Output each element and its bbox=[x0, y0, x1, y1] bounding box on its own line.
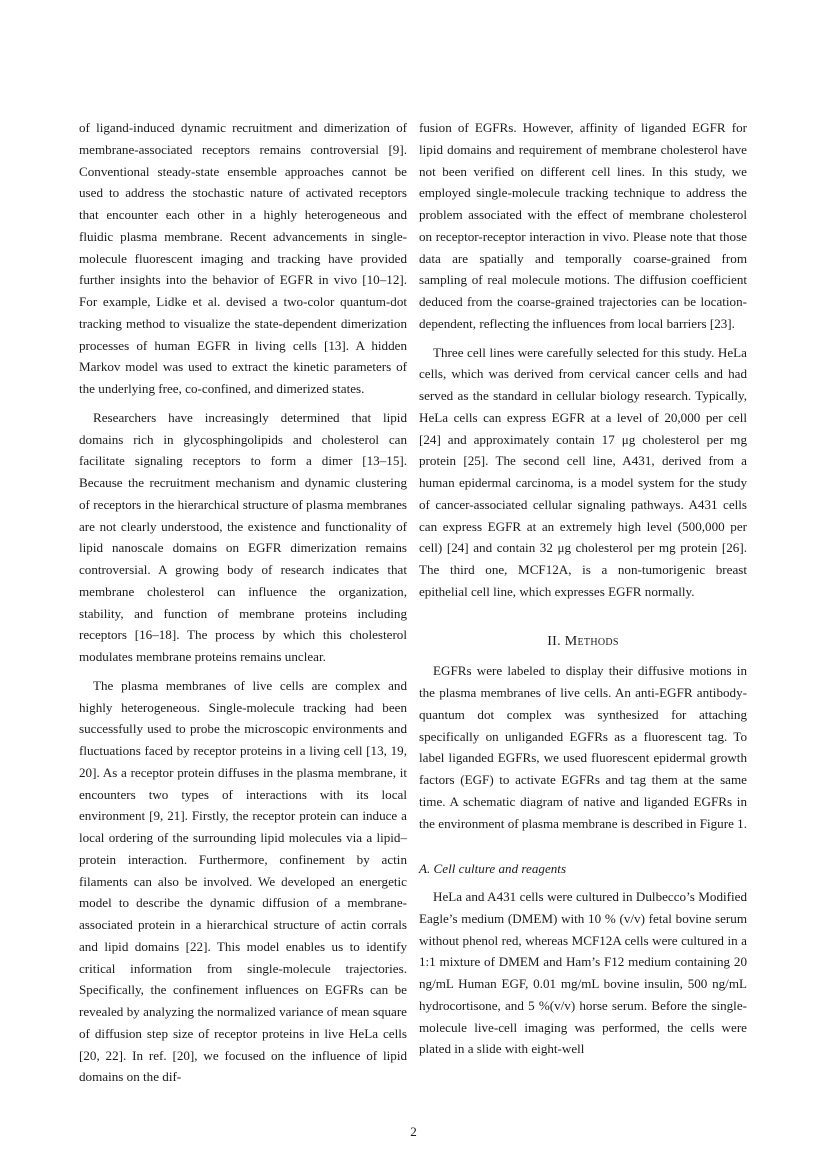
section-title: Methods bbox=[564, 633, 619, 649]
body-paragraph: Researchers have increasingly determined that lipid domains rich in glycosphingolipids and cholesterol can facilitate signaling receptors to form a dimer [13–15]. Because the recruitment mechanism and dynamic clustering of receptors in the hierarchical structure of plasma membranes are not clearly understood, the existence and functionality of lipid nanoscale domains on EGFR dimerization remains controversial. A growing body of research indicates that membrane cholesterol can influence the organization, stability, and function of membrane proteins including receptors [16–18]. The process by which this cholesterol modulates membrane proteins remains unclear. bbox=[79, 409, 407, 664]
left-column bbox=[79, 117, 407, 1088]
right-column bbox=[419, 117, 747, 1060]
body-paragraph: of ligand-induced dynamic recruitment and dimerization of membrane-associated receptors remains controversial [9]. Conventional steady-state ensemble approaches cannot be used to address the stochastic nature of activated receptors that encounter each other in a highly heterogeneous and fluidic plasma membrane. Recent advancements in single-molecule fluorescent imaging and tracking have provided further insights into the behavior of EGFR in vivo [10–12]. For example, Lidke et al. devised a two-color quantum-dot tracking method to visualize the state-dependent dimerization processes of human EGFR in living cells [13]. A hidden Markov model was used to extract the kinetic parameters of the underlying free, co-confined, and dimerized states. bbox=[79, 120, 407, 396]
subsection-heading: A. Cell culture and reagents bbox=[419, 861, 567, 877]
section-heading-methods bbox=[419, 631, 747, 653]
page-number: 2 bbox=[410, 1124, 417, 1139]
body-paragraph: EGFRs were labeled to display their diffusive motions in the plasma membranes of live cells. An anti-EGFR antibody-quantum dot complex was synthesized for attaching specifically on unliganded EGFRs as a fluorescent tag. To label liganded EGFRs, we used fluorescent epidermal growth factors (EGF) to activate EGFRs and tag them at the same time. A schematic diagram of native and liganded EGFRs in the environment of plasma membrane is described in Figure 1. bbox=[419, 663, 747, 831]
section-number: II. bbox=[547, 633, 561, 649]
body-paragraph: The plasma membranes of live cells are complex and highly heterogeneous. Single-molecule tracking had been successfully used to probe the microscopic environments and fluctuations faced by receptor proteins in a living cell [13, 19, 20]. As a receptor protein diffuses in the plasma membrane, it encounters two types of interactions with its local environment [9, 21]. Firstly, the receptor protein can induce a local ordering of the surrounding lipid molecules via a lipid–protein interaction. Furthermore, confinement by actin filaments can also be involved. We developed an energetic model to describe the dynamic diffusion of a membrane-associated protein in a hierarchical structure of actin corrals and lipid domains [22]. This model enables us to identify critical information from single-molecule trajectories. Specifically, the confinement influences on EGFRs can be revealed by analyzing the normalized variance of mean square of diffusion step size of receptor proteins in live HeLa cells [20, 22]. In ref. [20], we focused on the influence of lipid domains on the dif- bbox=[79, 677, 407, 1085]
body-paragraph: HeLa and A431 cells were cultured in Dulbecco’s Modified Eagle’s medium (DMEM) with 10 % (v/v) fetal bovine serum without phenol red, whereas MCF12A cells were cultured in a 1:1 mixture of DMEM and Ham’s F12 medium containing 20 ng/mL Human EGF, 0.01 mg/mL bovine insulin, 500 ng/mL hydrocortisone, and 5 %(v/v) horse serum. Before the single-molecule live-cell imaging was performed, the cells were plated in a slide with eight-well bbox=[419, 889, 747, 1057]
body-paragraph: Three cell lines were carefully selected for this study. HeLa cells, which was derived from cervical cancer cells and had served as the standard in cellular biology research. Typically, HeLa cells can express EGFR at a level of 20,000 per cell [24] and approximately contain 17 μg cholesterol per mg protein [25]. The second cell line, A431, derived from a human epidermal carcinoma, is a model system for the study of cancer-associated cellular signaling pathways. A431 cells can express EGFR at an extremely high level (500,000 per cell) [24] and contain 32 μg cholesterol per mg protein [26]. The third one, MCF12A, is a non-tumorigenic breast epithelial cell line, which expresses EGFR normally. bbox=[419, 344, 747, 599]
body-paragraph: fusion of EGFRs. However, affinity of liganded EGFR for lipid domains and requirement of membrane cholesterol have not been verified on different cell lines. In this study, we employed single-molecule tracking technique to address the problem associated with the effect of membrane cholesterol on receptor-receptor interaction in vivo. Please note that those data are spatially and temporally coarse-grained from sampling of real molecule motions. The diffusion coefficient deduced from the coarse-grained trajectories can be location-dependent, reflecting the influences from local barriers [23]. bbox=[419, 120, 747, 331]
